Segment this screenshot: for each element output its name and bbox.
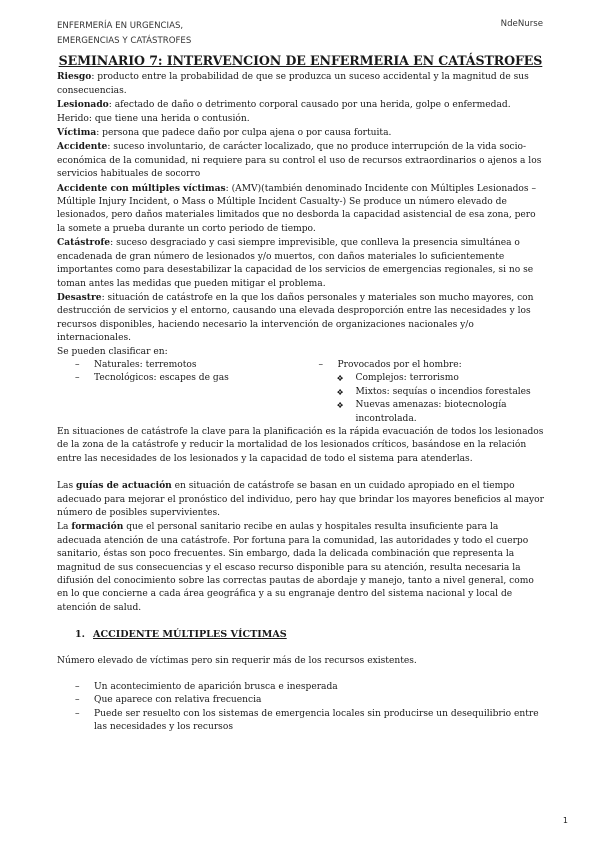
definition-text: : suceso desgraciado y casi siempre imprevisible, que conlleva la presencia simultánea o encadenada de gran número de lesionados y/o muertos, con daños materiales lo suficientemente importantes como para desestabilizar la capacidad de los servicios de emergencias regionales, si no se toman antes las medidas que pueden mitigar el problema. xyxy=(57,238,534,289)
course-line-1: ENFERMERÍA EN URGENCIAS, xyxy=(57,21,184,31)
section-list xyxy=(57,681,544,735)
term: Riesgo xyxy=(57,71,92,83)
term: Víctima xyxy=(57,127,97,139)
definition-lesionado xyxy=(57,98,544,126)
definition-text: : afectado de daño o detrimento corporal causado por una herida, golpe o enfermedad. Herido: que tiene una herida o contusión. xyxy=(57,100,511,124)
term: Accidente con múltiples víctimas xyxy=(57,182,226,194)
section-heading xyxy=(57,628,544,641)
paragraph-planning: En situaciones de catástrofe la clave para la planificación es la rápida evacuación de todos los lesionados de la zona de la catástrofe y reducir la mortalidad de los lesionados críticos, basándose en la relación entre las necesidades de los lesionados y la capacidad de todo el sistema para atenderlas. xyxy=(57,426,544,464)
term: Lesionado xyxy=(57,99,109,111)
dash-bullet: – xyxy=(75,682,80,693)
definition-amv xyxy=(57,182,544,237)
dash-bullet: – xyxy=(75,373,80,384)
dash-bullet: – xyxy=(75,359,80,370)
definition-text: : persona que padece daño por culpa ajena o por causa fortuita. xyxy=(96,128,392,139)
list-item: – Puede ser resuelto con los sistemas de emergencia locales sin producirse un desequilibrio entre las necesidades y los recursos xyxy=(75,708,539,733)
definition-catastrofe xyxy=(57,236,544,291)
classification-right xyxy=(301,359,545,426)
diamond-bullet-icon: ❖ xyxy=(336,387,344,397)
sub-list-item: ❖ Nuevas amenazas: biotecnología incontrolada. xyxy=(336,400,507,424)
diamond-bullet-icon: ❖ xyxy=(336,401,344,411)
term: Catástrofe xyxy=(57,237,111,249)
classification-left xyxy=(57,359,301,426)
course-line-2: EMERGENCIAS Y CATÁSTROFES xyxy=(57,36,192,46)
section-title: ACCIDENTE MÚLTIPLES VÍCTIMAS xyxy=(93,629,287,641)
definition-text: : suceso involuntario, de carácter localizado, que no produce interrupción de la vida socio-económica de la comunidad, ni requiere para su control el uso de recursos extraordinarios o ajenos a los servicios habituales de socorro xyxy=(57,142,542,180)
sub-list-item: ❖ Mixtos: sequías o incendios forestales xyxy=(301,386,545,399)
list-item: – Que aparece con relativa frecuencia xyxy=(57,694,544,707)
definition-text: : (AMV)(también denominado Incidente con Múltiples Lesionados – Múltiple Injury Incident, o Mass o Múltiple Incident Casualty-) Se produce un número elevado de lesionados, pero daños materiales limitados que no desborda la capacidad asistencial de esa zona, pero la somete a prueba durante un corto periodo de tiempo. xyxy=(57,183,537,234)
author-label: NdeNurse xyxy=(500,19,543,29)
diamond-bullet-icon: ❖ xyxy=(336,374,344,384)
definition-riesgo xyxy=(57,70,544,98)
list-item: – Provocados por el hombre: xyxy=(301,359,545,372)
term: formación xyxy=(71,521,124,533)
list-item: – Tecnológicos: escapes de gas xyxy=(57,372,301,385)
term: Desastre xyxy=(57,291,102,303)
section-number: 1. xyxy=(75,629,86,641)
definition-text: : producto entre la probabilidad de que se produzca un suceso accidental y la magnitud de sus consecuencias. xyxy=(57,72,529,96)
list-item: – Naturales: terremotos xyxy=(57,359,301,372)
definition-desastre xyxy=(57,291,544,346)
term: guías de actuación xyxy=(76,480,172,492)
definition-victima xyxy=(57,126,544,140)
classification-intro: Se pueden clasificar en: xyxy=(57,346,168,357)
definition-text: : situación de catástrofe en la que los daños personales y materiales son mucho mayores, con destrucción de servicios y el entorno, causando una elevada desproporción entre las necesidades y los recursos disponibles, haciendo necesario la intervención de organizaciones nacionales y/o internacionales. xyxy=(57,292,534,344)
term: Accidente xyxy=(57,141,108,153)
dash-bullet: – xyxy=(75,708,80,719)
dash-bullet: – xyxy=(318,359,324,370)
dash-bullet: – xyxy=(75,695,80,706)
page-number: 1 xyxy=(562,816,568,825)
section-intro: Número elevado de víctimas pero sin requerir más de los recursos existentes. xyxy=(57,655,417,666)
definition-accidente xyxy=(57,140,544,181)
document-body xyxy=(57,54,544,735)
paragraph-guides: Las guías de actuación en situación de catástrofe se basan en un cuidado apropiado en el tiempo adecuado para mejorar el pronóstico del individuo, pero hay que brindar los mayores beneficios al mayor número de posibles supervivientes. xyxy=(57,480,544,518)
page-title: SEMINARIO 7: INTERVENCION DE ENFERMERIA EN CATÁSTROFES xyxy=(58,53,543,68)
sub-list-item: ❖ Complejos: terrorismo xyxy=(301,372,545,385)
list-item: – Un acontecimiento de aparición brusca e inesperada xyxy=(57,681,544,694)
classification-lists xyxy=(57,359,544,426)
course-header xyxy=(57,19,191,49)
paragraph-training: La formación que el personal sanitario recibe en aulas y hospitales resulta insuficiente para la adecuada atención de una catástrofe. Por fortuna para la comunidad, las autoridades y todo el cuerpo sanitario, éstas son poco frecuentes. Sin embargo, dada la delicada combinación que representa la magnitud de sus consecuencias y el escaso recurso disponible para su atención, resulta necesaria la difusión del conocimiento sobre las correctas pautas de abordaje y manejo, tanto a nivel general, como en lo que concierne a cada área geográfica y a su engranaje dentro del sistema nacional y local de atención de salud. xyxy=(57,521,534,613)
